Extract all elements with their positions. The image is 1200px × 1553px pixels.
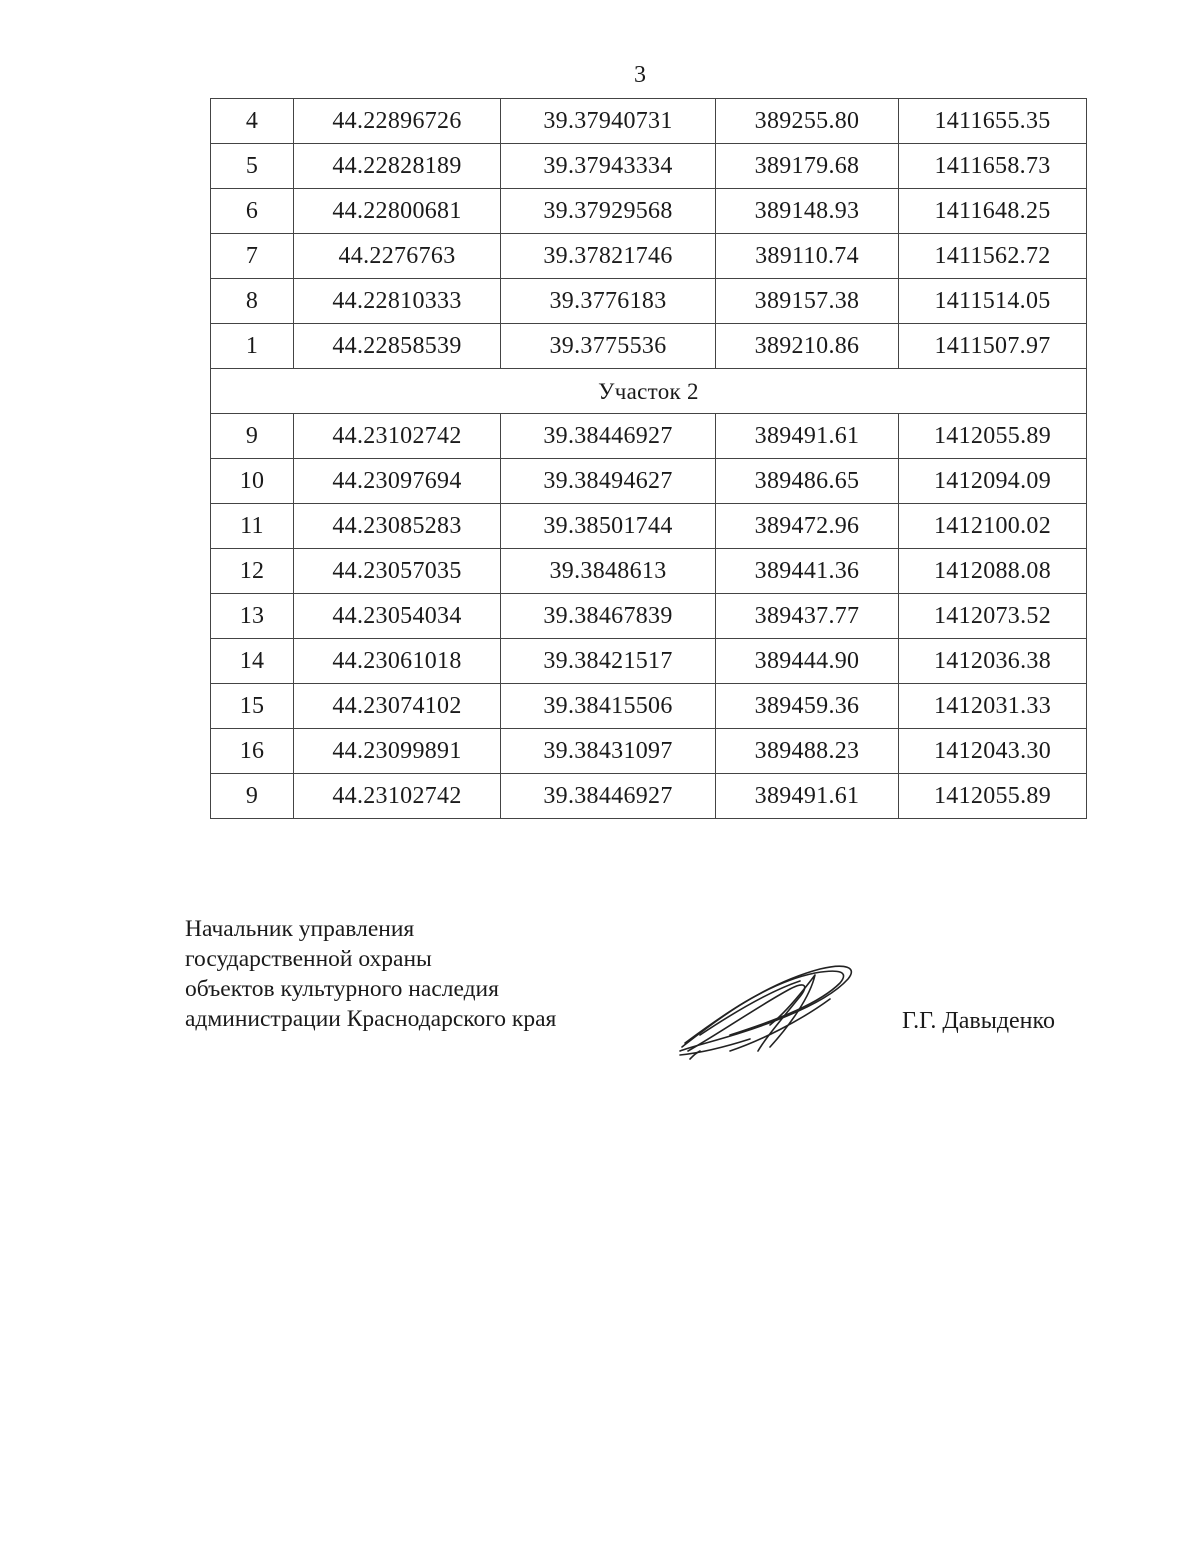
y-coordinate-cell: 1412043.30 xyxy=(899,729,1087,774)
longitude-cell: 39.37929568 xyxy=(501,189,716,234)
latitude-cell: 44.23097694 xyxy=(294,459,501,504)
x-coordinate-cell: 389157.38 xyxy=(716,279,899,324)
latitude-cell: 44.2276763 xyxy=(294,234,501,279)
table-row xyxy=(211,234,1087,279)
x-coordinate-cell: 389491.61 xyxy=(716,774,899,819)
y-coordinate-cell: 1412073.52 xyxy=(899,594,1087,639)
point-number-cell: 5 xyxy=(211,144,294,189)
table-row xyxy=(211,684,1087,729)
x-coordinate-cell: 389148.93 xyxy=(716,189,899,234)
x-coordinate-cell: 389459.36 xyxy=(716,684,899,729)
latitude-cell: 44.22896726 xyxy=(294,99,501,144)
latitude-cell: 44.23085283 xyxy=(294,504,501,549)
latitude-cell: 44.23102742 xyxy=(294,774,501,819)
y-coordinate-cell: 1411655.35 xyxy=(899,99,1087,144)
table-row xyxy=(211,99,1087,144)
point-number-cell: 9 xyxy=(211,414,294,459)
point-number-cell: 14 xyxy=(211,639,294,684)
x-coordinate-cell: 389255.80 xyxy=(716,99,899,144)
y-coordinate-cell: 1412100.02 xyxy=(899,504,1087,549)
latitude-cell: 44.23054034 xyxy=(294,594,501,639)
x-coordinate-cell: 389110.74 xyxy=(716,234,899,279)
coordinates-table-body xyxy=(211,99,1087,819)
table-row xyxy=(211,324,1087,369)
point-number-cell: 9 xyxy=(211,774,294,819)
latitude-cell: 44.23099891 xyxy=(294,729,501,774)
longitude-cell: 39.37821746 xyxy=(501,234,716,279)
point-number-cell: 7 xyxy=(211,234,294,279)
longitude-cell: 39.37940731 xyxy=(501,99,716,144)
point-number-cell: 13 xyxy=(211,594,294,639)
longitude-cell: 39.38431097 xyxy=(501,729,716,774)
y-coordinate-cell: 1412094.09 xyxy=(899,459,1087,504)
x-coordinate-cell: 389444.90 xyxy=(716,639,899,684)
y-coordinate-cell: 1412031.33 xyxy=(899,684,1087,729)
longitude-cell: 39.38494627 xyxy=(501,459,716,504)
y-coordinate-cell: 1411562.72 xyxy=(899,234,1087,279)
latitude-cell: 44.22828189 xyxy=(294,144,501,189)
section-label: Участок 2 xyxy=(211,369,1087,414)
longitude-cell: 39.38446927 xyxy=(501,774,716,819)
longitude-cell: 39.38501744 xyxy=(501,504,716,549)
latitude-cell: 44.23061018 xyxy=(294,639,501,684)
y-coordinate-cell: 1412055.89 xyxy=(899,414,1087,459)
table-row xyxy=(211,774,1087,819)
latitude-cell: 44.23074102 xyxy=(294,684,501,729)
longitude-cell: 39.38467839 xyxy=(501,594,716,639)
point-number-cell: 15 xyxy=(211,684,294,729)
table-row xyxy=(211,729,1087,774)
y-coordinate-cell: 1412055.89 xyxy=(899,774,1087,819)
y-coordinate-cell: 1411658.73 xyxy=(899,144,1087,189)
point-number-cell: 6 xyxy=(211,189,294,234)
point-number-cell: 8 xyxy=(211,279,294,324)
table-row xyxy=(211,189,1087,234)
point-number-cell: 11 xyxy=(211,504,294,549)
longitude-cell: 39.3776183 xyxy=(501,279,716,324)
position-line: Начальник управления xyxy=(185,916,415,942)
table-row xyxy=(211,549,1087,594)
coordinates-table xyxy=(210,98,1087,819)
x-coordinate-cell: 389472.96 xyxy=(716,504,899,549)
latitude-cell: 44.22810333 xyxy=(294,279,501,324)
latitude-cell: 44.22800681 xyxy=(294,189,501,234)
page-number: 3 xyxy=(634,62,646,88)
point-number-cell: 1 xyxy=(211,324,294,369)
position-line: государственной охраны xyxy=(185,946,432,972)
x-coordinate-cell: 389486.65 xyxy=(716,459,899,504)
position-line: объектов культурного наследия xyxy=(185,976,499,1002)
x-coordinate-cell: 389491.61 xyxy=(716,414,899,459)
y-coordinate-cell: 1411514.05 xyxy=(899,279,1087,324)
longitude-cell: 39.38446927 xyxy=(501,414,716,459)
section-row xyxy=(211,369,1087,414)
signatory-position xyxy=(185,914,556,1034)
point-number-cell: 16 xyxy=(211,729,294,774)
table-row xyxy=(211,144,1087,189)
position-line: администрации Краснодарского края xyxy=(185,1006,557,1032)
y-coordinate-cell: 1411648.25 xyxy=(899,189,1087,234)
table-row xyxy=(211,639,1087,684)
x-coordinate-cell: 389437.77 xyxy=(716,594,899,639)
table-row xyxy=(211,414,1087,459)
point-number-cell: 12 xyxy=(211,549,294,594)
handwritten-signature-icon xyxy=(670,955,870,1065)
table-row xyxy=(211,504,1087,549)
x-coordinate-cell: 389441.36 xyxy=(716,549,899,594)
latitude-cell: 44.23057035 xyxy=(294,549,501,594)
longitude-cell: 39.37943334 xyxy=(501,144,716,189)
y-coordinate-cell: 1411507.97 xyxy=(899,324,1087,369)
latitude-cell: 44.23102742 xyxy=(294,414,501,459)
point-number-cell: 10 xyxy=(211,459,294,504)
x-coordinate-cell: 389179.68 xyxy=(716,144,899,189)
y-coordinate-cell: 1412088.08 xyxy=(899,549,1087,594)
signer-name: Г.Г. Давыденко xyxy=(902,1008,1055,1034)
longitude-cell: 39.3775536 xyxy=(501,324,716,369)
table-row xyxy=(211,279,1087,324)
longitude-cell: 39.38415506 xyxy=(501,684,716,729)
table-row xyxy=(211,459,1087,504)
y-coordinate-cell: 1412036.38 xyxy=(899,639,1087,684)
table-row xyxy=(211,594,1087,639)
latitude-cell: 44.22858539 xyxy=(294,324,501,369)
point-number-cell: 4 xyxy=(211,99,294,144)
longitude-cell: 39.3848613 xyxy=(501,549,716,594)
x-coordinate-cell: 389210.86 xyxy=(716,324,899,369)
x-coordinate-cell: 389488.23 xyxy=(716,729,899,774)
longitude-cell: 39.38421517 xyxy=(501,639,716,684)
